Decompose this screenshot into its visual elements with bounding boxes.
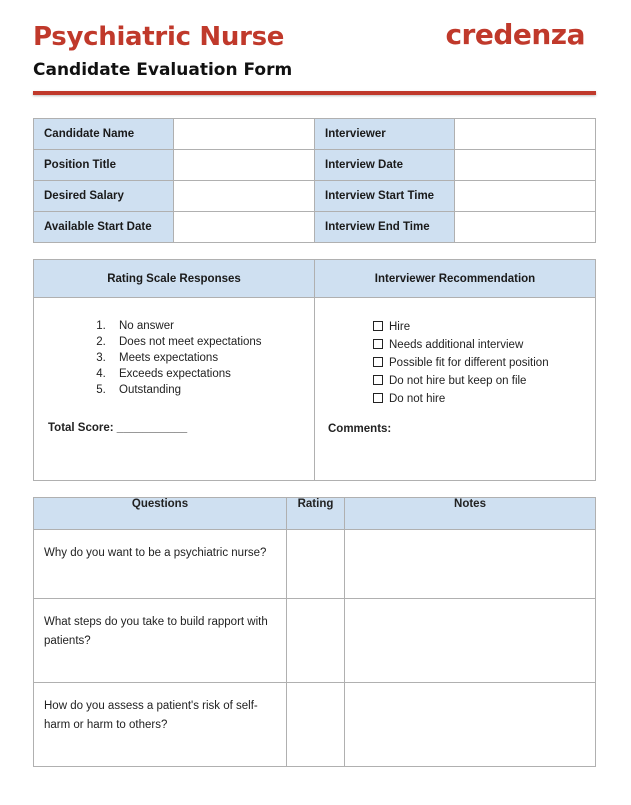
candidate-name-label: Candidate Name: [34, 119, 174, 150]
interview-end-time-label: Interview End Time: [315, 212, 455, 243]
list-item: 5. Outstanding: [109, 382, 314, 398]
rating-scale-header: Rating Scale Responses: [34, 260, 315, 298]
questions-header: Questions: [34, 498, 287, 530]
question-text: Why do you want to be a psychiatric nurse?: [34, 530, 287, 599]
interview-date-label: Interview Date: [315, 150, 455, 181]
table-row: [34, 683, 596, 767]
interviewer-field[interactable]: [455, 119, 596, 150]
total-score-field[interactable]: Total Score: ___________: [48, 422, 188, 434]
questions-table: [33, 497, 596, 767]
checkbox-icon[interactable]: [373, 375, 383, 385]
comments-label: Comments:: [328, 423, 392, 435]
desired-salary-label: Desired Salary: [34, 181, 174, 212]
rating-scale-panel: [34, 298, 315, 481]
table-row: [34, 212, 596, 243]
position-title-field[interactable]: [174, 150, 315, 181]
interviewer-label: Interviewer: [315, 119, 455, 150]
list-item: 1. No answer: [109, 318, 314, 334]
notes-field[interactable]: [345, 530, 596, 599]
recommendation-option[interactable]: Needs additional interview: [373, 336, 595, 354]
interview-end-time-field[interactable]: [455, 212, 596, 243]
candidate-name-field[interactable]: [174, 119, 315, 150]
candidate-info-table: [33, 118, 596, 243]
position-title-label: Position Title: [34, 150, 174, 181]
table-row: [34, 150, 596, 181]
rating-field[interactable]: [287, 530, 345, 599]
recommendation-option[interactable]: Hire: [373, 318, 595, 336]
checkbox-icon[interactable]: [373, 357, 383, 367]
header-divider: [33, 91, 596, 95]
interview-start-time-field[interactable]: [455, 181, 596, 212]
rating-recommendation-table: [33, 259, 596, 481]
table-row: [34, 530, 596, 599]
rating-scale-list: [34, 318, 314, 398]
page-subtitle: Candidate Evaluation Form: [33, 60, 293, 80]
rating-field[interactable]: [287, 599, 345, 683]
interview-date-field[interactable]: [455, 150, 596, 181]
list-item: 4. Exceeds expectations: [109, 366, 314, 382]
recommendation-panel: [315, 298, 596, 481]
available-start-date-field[interactable]: [174, 212, 315, 243]
desired-salary-field[interactable]: [174, 181, 315, 212]
question-text: How do you assess a patient's risk of self-harm or harm to others?: [34, 683, 287, 767]
question-text: What steps do you take to build rapport with patients?: [34, 599, 287, 683]
recommendation-option[interactable]: Do not hire: [373, 390, 595, 408]
page-title: Psychiatric Nurse: [33, 22, 285, 52]
rating-field[interactable]: [287, 683, 345, 767]
recommendation-header: Interviewer Recommendation: [315, 260, 596, 298]
table-row: [34, 181, 596, 212]
list-item: 2. Does not meet expectations: [109, 334, 314, 350]
recommendation-option[interactable]: Possible fit for different position: [373, 354, 595, 372]
list-item: 3. Meets expectations: [109, 350, 314, 366]
notes-field[interactable]: [345, 599, 596, 683]
table-row: [34, 119, 596, 150]
credenza-logo: credenza: [445, 18, 585, 51]
notes-header: Notes: [345, 498, 596, 530]
recommendation-option[interactable]: Do not hire but keep on file: [373, 372, 595, 390]
checkbox-icon[interactable]: [373, 393, 383, 403]
checkbox-icon[interactable]: [373, 339, 383, 349]
notes-field[interactable]: [345, 683, 596, 767]
rating-header: Rating: [287, 498, 345, 530]
checkbox-icon[interactable]: [373, 321, 383, 331]
available-start-date-label: Available Start Date: [34, 212, 174, 243]
interview-start-time-label: Interview Start Time: [315, 181, 455, 212]
table-row: [34, 599, 596, 683]
